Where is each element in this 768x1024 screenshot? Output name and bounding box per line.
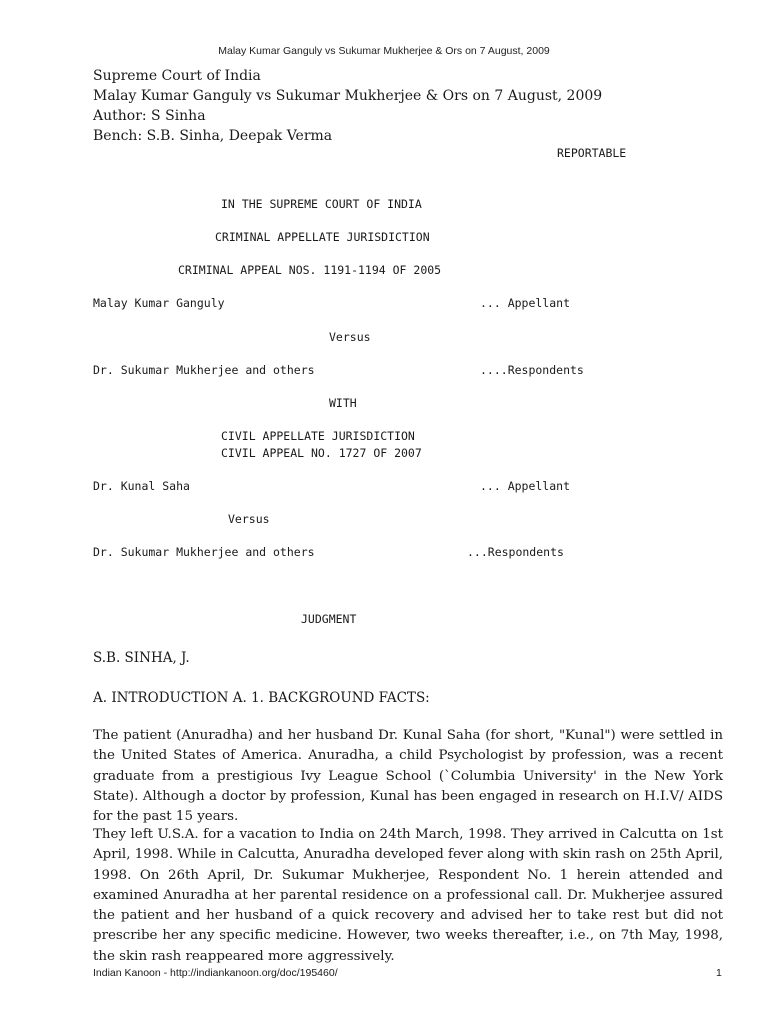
party-respondent-1-role: ....Respondents bbox=[480, 363, 584, 377]
judge-name: S.B. SINHA, J. bbox=[93, 650, 190, 666]
party-respondent-1: Dr. Sukumar Mukherjee and others bbox=[93, 363, 315, 377]
party-respondent-2: Dr. Sukumar Mukherjee and others bbox=[93, 545, 315, 559]
court-name: Supreme Court of India bbox=[93, 68, 261, 84]
party-appellant-2: Dr. Kunal Saha bbox=[93, 479, 190, 493]
party-appellant-2-role: ... Appellant bbox=[480, 479, 571, 493]
section-heading: A. INTRODUCTION A. 1. BACKGROUND FACTS: bbox=[93, 690, 430, 706]
author-line: Author: S Sinha bbox=[93, 108, 206, 124]
party-appellant-1: Malay Kumar Ganguly bbox=[93, 296, 225, 310]
footer-page-number: 1 bbox=[716, 967, 722, 979]
judgment-heading: JUDGMENT bbox=[301, 612, 357, 626]
caption-court-name: IN THE SUPREME COURT OF INDIA bbox=[221, 197, 422, 211]
versus-2: Versus bbox=[228, 512, 270, 526]
footer-source: Indian Kanoon - http://indiankanoon.org/doc/195460/ bbox=[93, 967, 338, 979]
page-header: Malay Kumar Ganguly vs Sukumar Mukherjee & Ors on 7 August, 2009 bbox=[218, 45, 550, 57]
case-title: Malay Kumar Ganguly vs Sukumar Mukherjee & Ors on 7 August, 2009 bbox=[93, 88, 603, 104]
civil-appeal-number: CIVIL APPEAL NO. 1727 OF 2007 bbox=[221, 446, 422, 460]
versus-1: Versus bbox=[329, 330, 371, 344]
paragraph-1: The patient (Anuradha) and her husband Dr. Kunal Saha (for short, "Kunal") were settled in the United States of America. Anuradha, a child Psychologist by profession, was a recent graduate from a prestigious Ivy League School (`Columbia University' in the New York State). Although a doctor by profession, Kunal has been engaged in research on H.I.V/ AIDS for the past 15 years. bbox=[93, 728, 723, 825]
party-appellant-1-role: ... Appellant bbox=[480, 296, 571, 310]
with-label: WITH bbox=[329, 396, 357, 410]
civil-jurisdiction: CIVIL APPELLATE JURISDICTION bbox=[221, 429, 415, 443]
paragraph-2: They left U.S.A. for a vacation to India on 24th March, 1998. They arrived in Calcutta on 1st April, 1998. While in Calcutta, Anuradha developed fever along with skin rash on 25th April, 1998. On 26th April, Dr. Sukumar Mukherjee, Respondent No. 1 herein attended and examined Anuradha at her parental residence on a professional call. Dr. Mukherjee assured the patient and her husband of a quick recovery and advised her to take rest but did not prescribe her any specific medicine. However, two weeks thereafter, i.e., on 7th May, 1998, the skin rash reappeared more aggressively. bbox=[93, 827, 723, 964]
criminal-appeal-number: CRIMINAL APPEAL NOS. 1191-1194 OF 2005 bbox=[178, 263, 442, 277]
bench-line: Bench: S.B. Sinha, Deepak Verma bbox=[93, 128, 333, 144]
criminal-jurisdiction: CRIMINAL APPELLATE JURISDICTION bbox=[215, 230, 430, 244]
party-respondent-2-role: ...Respondents bbox=[467, 545, 564, 559]
reportable-label: REPORTABLE bbox=[557, 146, 627, 160]
